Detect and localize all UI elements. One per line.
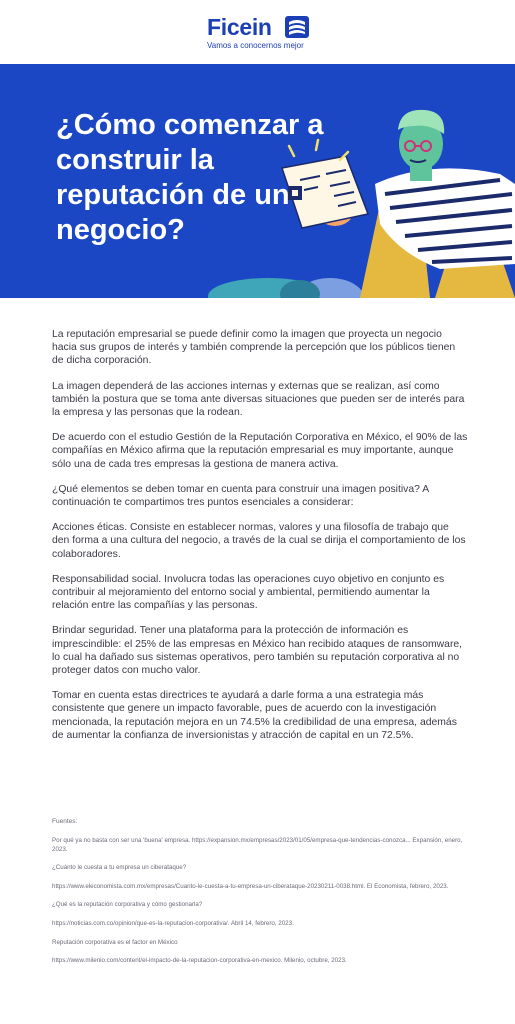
source-item[interactable]: Por qué ya no basta con ser una 'buena' empresa. https://expansion.mx/empresas/2023/01/05/empresa-que-tendencias-conozca... Expansión, enero, 2023. — [52, 837, 463, 853]
logo-tagline: Vamos a conocernos mejor — [207, 41, 304, 50]
source-item: ¿Qué es la reputación corporativa y cómo gestionarla? — [52, 901, 203, 909]
source-item[interactable]: https://www.milenio.com/content/el-impacto-de-la-reputacion-corporativa-en-mexico. Milenio, octubre, 2023. — [52, 957, 347, 965]
paragraph: La imagen dependerá de las acciones internas y externas que se realizan, así como también la postura que se toma ante diversas situaciones que pueden ser de interés para la empresa y las personas que la rodean. — [52, 380, 465, 419]
paragraph: De acuerdo con el estudio Gestión de la Reputación Corporativa en México, el 90% de las compañías en México afirma que la reputación empresarial es muy importante, aunque sólo una de cada tres empresas la gestiona de manera activa. — [52, 432, 468, 470]
hero-title: ¿Cómo comenzar a construir la reputación de un negocio? — [56, 109, 324, 246]
source-item: ¿Cuánto le cuesta a tu empresa un ciberataque? — [52, 864, 187, 872]
article-body — [52, 328, 468, 754]
source-item: Reputación corporativa es el factor en México — [52, 938, 178, 946]
logo-wordmark: Ficein — [207, 14, 272, 40]
paragraph: Acciones éticas. Consiste en establecer normas, valores y una filosofía de trabajo que den forma a una cultura del negocio, a través de la cual se dirija el comportamiento de los colaboradores. — [52, 522, 466, 560]
paragraph: La reputación empresarial se puede definir como la imagen que proyecta un negocio hacia sus grupos de interés y también comprende la percepción que los públicos tienen de dicha corporación. — [52, 329, 456, 367]
sources-heading: Fuentes: — [52, 818, 78, 825]
logo-mark-icon — [285, 16, 309, 38]
paragraph: Tomar en cuenta estas directrices te ayudará a darle forma a una estrategia más consistente que genere un impacto favorable, pues de acuerdo con la investigación mencionada, la reputación mejora en un 74.5% la credibilidad de una empresa, además de aumentar la confianza de inversionistas y atracción de capital en un 72.5%. — [52, 690, 457, 741]
hero-banner — [0, 64, 515, 298]
source-item[interactable]: https://www.eleconomista.com.mx/empresas/Cuanto-le-cuesta-a-tu-empresa-un-ciberataque-20230211-0038.html. El Economista, febrero, 2023. — [52, 882, 449, 890]
paragraph: Responsabilidad social. Involucra todas las operaciones cuyo objetivo en conjunto es contribuir al mejoramiento del entorno social y ambiental, permitiendo aumentar la relación entre las compañías y las personas. — [52, 573, 445, 612]
ficein-logo[interactable] — [207, 14, 317, 54]
source-item[interactable]: https://noticias.com.co/opinion/que-es-la-reputacion-corporativa/. Abril 14, febrero, 2023. — [52, 919, 294, 927]
paragraph: ¿Qué elementos se deben tomar en cuenta para construir una imagen positiva? A continuación te compartimos tres puntos esenciales a considerar: — [52, 483, 429, 509]
header — [0, 0, 515, 64]
sources-section — [52, 818, 472, 976]
paragraph: Brindar seguridad. Tener una plataforma para la protección de información es imprescindible: el 25% de las empresas en México han recibido ataques de ransomware, lo cual ha dañado sus sistemas operativos, pero también su reputación corporativa al no proteger datos con mucho valor. — [52, 625, 463, 677]
